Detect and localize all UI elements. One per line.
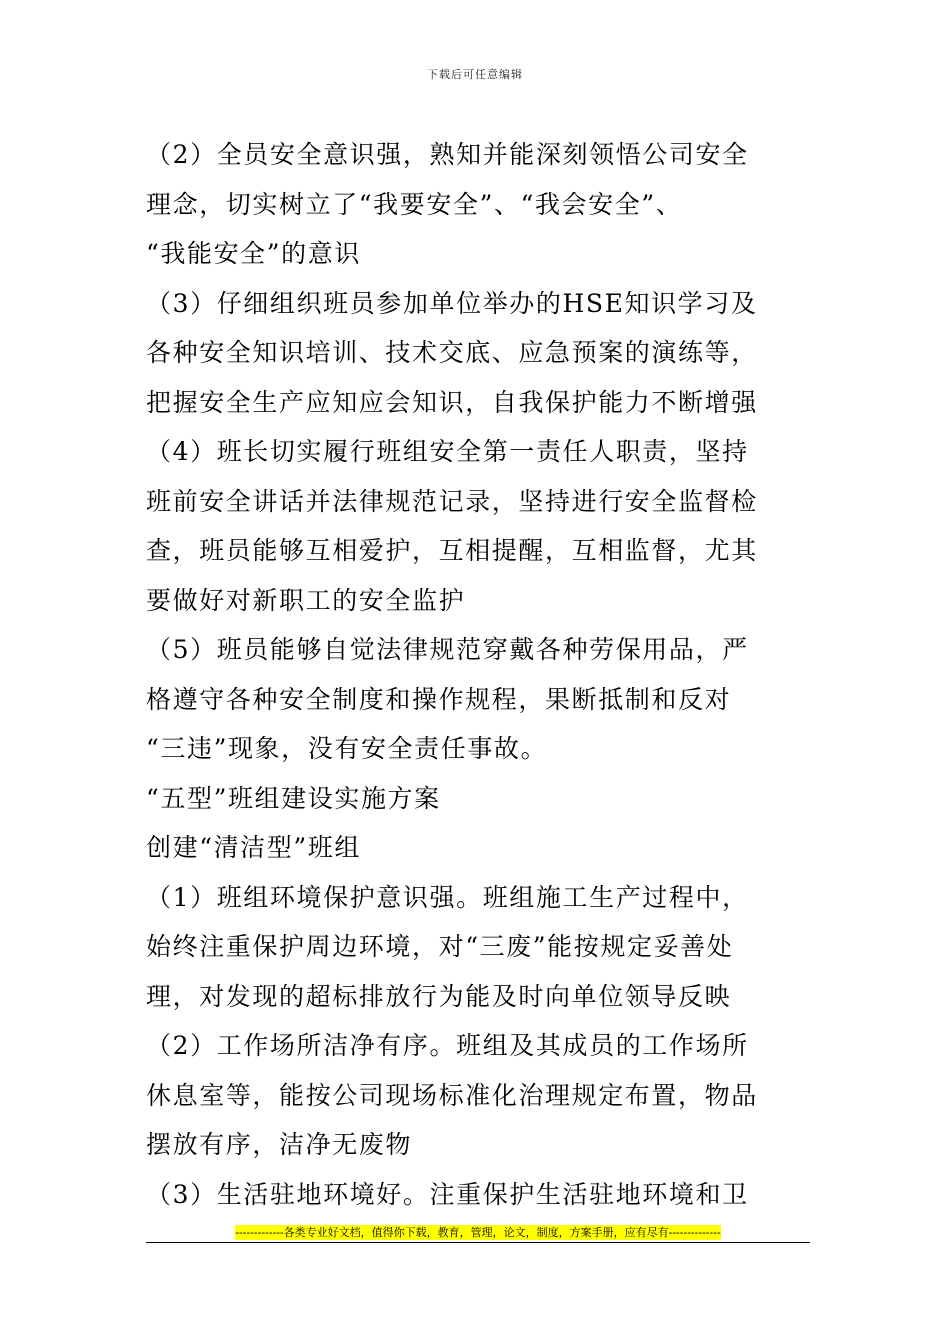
text-line: “三违”现象，没有安全责任事故。 <box>146 734 548 763</box>
text-line: 摆放有序，洁净无废物 <box>146 1130 413 1159</box>
text-line: （3）仔细组织班员参加单位举办的HSE知识学习及 <box>146 288 758 318</box>
text-line: （2）全员安全意识强，熟知并能深刻领悟公司安全 <box>146 140 749 169</box>
text-line: “我能安全”的意识 <box>146 239 361 268</box>
text-line: 把握安全生产应知应会知识，自我保护能力不断增强 <box>146 387 758 417</box>
text-line: 理念，切实树立了“我要安全”、“我会安全”、 <box>146 189 683 219</box>
footer-banner <box>146 1224 810 1240</box>
page-header: 下载后可任意编辑 <box>427 68 523 81</box>
text-line: 始终注重保护周边环境，对“三废”能按规定妥善处 <box>146 932 734 961</box>
text-line: 要做好对新职工的安全监护 <box>146 585 466 615</box>
subsection-heading: 创建“清洁型”班组 <box>146 833 361 862</box>
text-line: 各种安全知识培训、技术交底、应急预案的演练等， <box>146 338 758 367</box>
text-line: 理，对发现的超标排放行为能及时向单位领导反映 <box>146 981 732 1011</box>
text-line: 格遵守各种安全制度和操作规程，果断抵制和反对 <box>146 684 732 714</box>
footer-banner-text: -------------各类专业好文档，值得你下载，教育，管理，论文，制度，方案手册，应有尽有-------------- <box>235 1226 721 1239</box>
section-heading: “五型”班组建设实施方案 <box>146 783 441 813</box>
text-line: 查，班员能够互相爱护，互相提醒，互相监督，尤其 <box>146 536 758 565</box>
text-line: （4）班长切实履行班组安全第一责任人职责，坚持 <box>146 437 749 466</box>
text-line: （1）班组环境保护意识强。班组施工生产过程中， <box>146 882 749 912</box>
body-text <box>146 130 810 1219</box>
text-line: （3）生活驻地环境好。注重保护生活驻地环境和卫 <box>146 1179 749 1209</box>
text-line: （2）工作场所洁净有序。班组及其成员的工作场所 <box>146 1031 749 1060</box>
footer-divider <box>146 1242 810 1243</box>
text-line: 休息室等，能按公司现场标准化治理规定布置，物品 <box>146 1080 758 1110</box>
text-line: 班前安全讲话并法律规范记录，坚持进行安全监督检 <box>146 486 758 516</box>
text-line: （5）班员能够自觉法律规范穿戴各种劳保用品，严 <box>146 635 749 664</box>
